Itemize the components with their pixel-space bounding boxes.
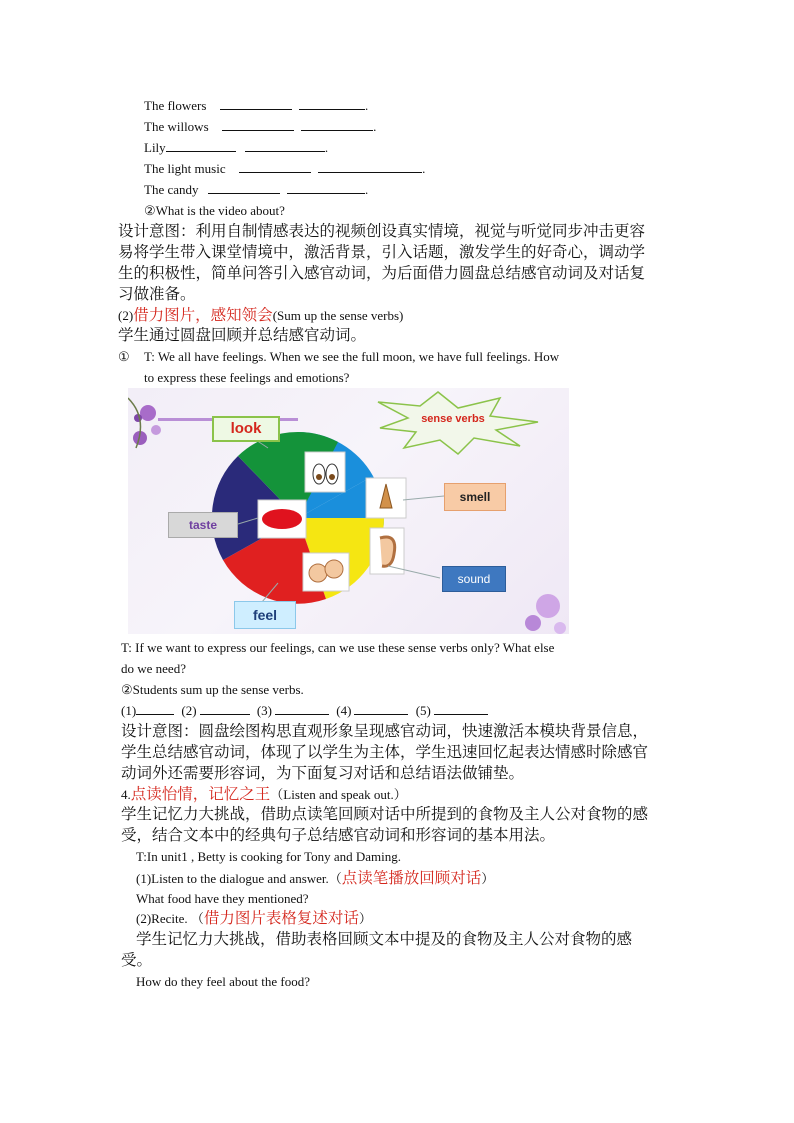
answer-blank — [222, 117, 294, 131]
section-heading: (2)借力图片，感知领会(Sum up the sense verbs) — [118, 306, 404, 324]
answer-blank — [275, 701, 329, 715]
design-intent-line: 习做准备。 — [118, 285, 196, 303]
question-text: T: We all have feelings. When we see the full moon, we have full feelings. How — [144, 349, 560, 364]
flower-decoration-icon — [525, 594, 566, 634]
recite-instruction: (2)Recite. （借力图片表格复述对话） — [136, 909, 372, 927]
question-marker: ① — [118, 349, 130, 364]
answer-blank — [245, 138, 325, 152]
label-feel: feel — [234, 601, 296, 629]
body-text: 学生记忆力大挑战，借助表格回顾文本中提及的食物及主人公对食物的感 — [136, 930, 633, 948]
teacher-line: T:In unit1 , Betty is cooking for Tony and Daming. — [136, 849, 402, 864]
answer-blank — [239, 159, 311, 173]
section-heading: 4.点读怡情，记忆之王（Listen and speak out.） — [121, 785, 407, 803]
answer-blank — [136, 701, 174, 715]
sense-verbs-title: sense verbs — [421, 413, 485, 425]
answer-blank — [200, 701, 250, 715]
food-question: What food have they mentioned? — [136, 891, 309, 906]
label-smell: smell — [444, 483, 506, 511]
fill-line-music: The light music . — [144, 161, 426, 176]
label-look: look — [212, 416, 280, 442]
design-intent-line: 动词外还需要形容词，为下面复习对话和总结语法做铺垫。 — [121, 764, 525, 782]
sense-wheel-illustration — [128, 388, 569, 634]
answer-blank — [287, 180, 365, 194]
instruction-text: ②Students sum up the sense verbs. — [121, 682, 304, 697]
body-text: 受。 — [121, 951, 153, 969]
fill-line-lily: Lily . — [144, 140, 329, 155]
design-intent-line: 学生总结感官动词，体现了以学生为主体，学生迅速回忆起表达情感时除感官 — [121, 743, 649, 761]
flower-decoration-icon — [128, 398, 161, 448]
blanks-row: (1) (2) (3) (4) (5) — [121, 701, 488, 721]
design-intent-line: 易将学生带入课堂情境中，激活背景，引入话题，激发学生的好奇心，调动学 — [118, 243, 646, 261]
fill-line-candy: The candy . — [144, 182, 369, 197]
section-intro: 学生通过圆盘回顾并总结感官动词。 — [118, 326, 367, 344]
design-intent-line: 设计意图：圆盘绘图构思直观形象呈现感官动词，快速激活本模块背景信息， — [121, 722, 649, 740]
answer-blank — [166, 138, 236, 152]
answer-blank — [354, 701, 408, 715]
design-intent-line: 生的积极性，简单问答引入感官动词，为后面借力圆盘总结感官动词及对话复 — [118, 264, 646, 282]
label-taste: taste — [168, 512, 238, 538]
label-sound: sound — [442, 566, 506, 592]
sense-wheel — [212, 432, 406, 604]
answer-blank — [220, 96, 292, 110]
answer-blank — [301, 117, 373, 131]
body-text: 受，结合文本中的经典句子总结感官动词和形容词的基本用法。 — [121, 826, 556, 844]
listen-instruction: (1)Listen to the dialogue and answer.（点读笔播放回顾对话） — [136, 869, 495, 887]
answer-blank — [299, 96, 365, 110]
sense-verbs-figure — [128, 388, 569, 634]
answer-blank — [208, 180, 280, 194]
fill-line-willows: The willows . — [144, 119, 377, 134]
body-text: 学生记忆力大挑战，借助点读笔回顾对话中所提到的食物及主人公对食物的感 — [121, 805, 649, 823]
question-text: do we need? — [121, 661, 186, 676]
final-question: How do they feel about the food? — [136, 974, 311, 989]
design-intent-line: 设计意图：利用自制情感表达的视频创设真实情境，视觉与听觉同步冲击更容 — [118, 222, 646, 240]
question-text: to express these feelings and emotions? — [144, 370, 350, 385]
answer-blank — [434, 701, 488, 715]
question-text: T: If we want to express our feelings, can we use these sense verbs only? What else — [121, 640, 555, 655]
answer-blank — [318, 159, 422, 173]
fill-line-flowers: The flowers . — [144, 98, 369, 113]
question-video: ②What is the video about? — [144, 203, 285, 218]
